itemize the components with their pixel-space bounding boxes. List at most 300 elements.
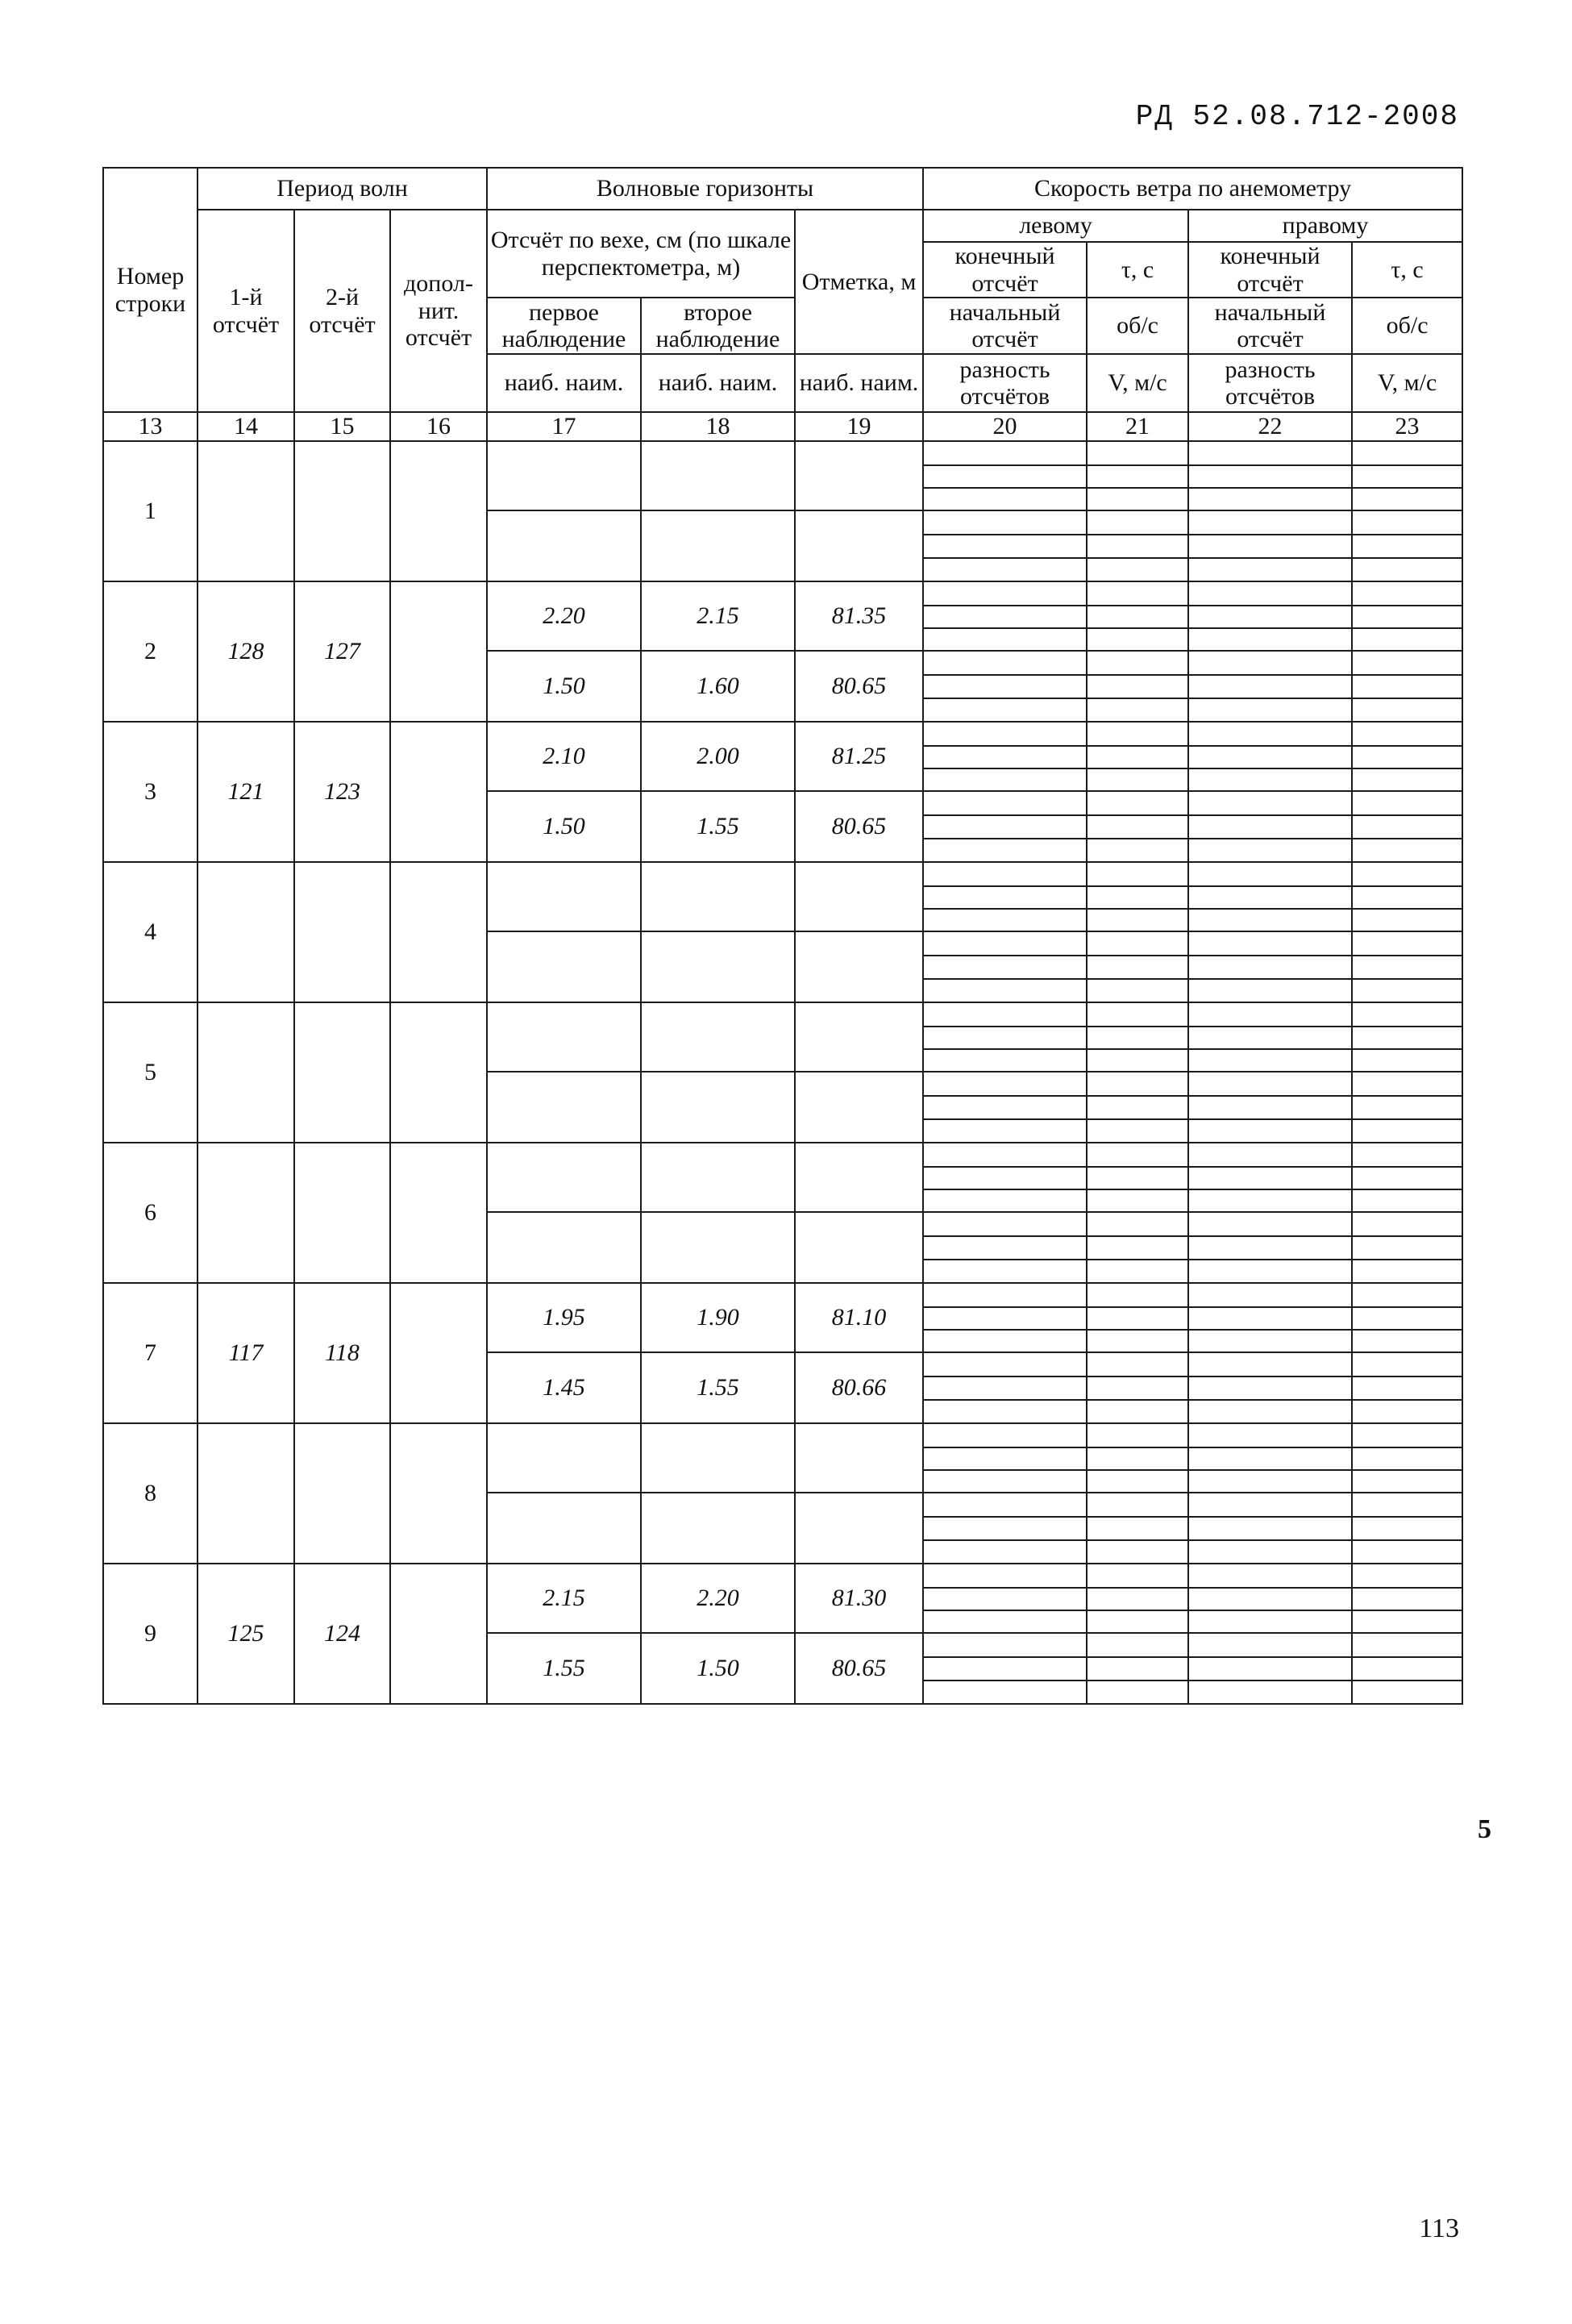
column-number: 18 (641, 412, 795, 441)
wind-left-reading-cell (923, 956, 1087, 979)
second-observation-max (641, 862, 795, 931)
wind-right-reading-cell (1188, 1517, 1352, 1540)
wind-right-reading-cell (1188, 1588, 1352, 1610)
header-row-number: Номер строки (103, 168, 198, 412)
observation-table (102, 167, 1463, 1705)
header-right-rps: об/с (1352, 298, 1462, 354)
wave-period-additional (390, 722, 487, 862)
header-mark: Отметка, м (795, 210, 923, 354)
mark-min: 80.65 (795, 791, 923, 862)
wind-left-reading-cell (923, 628, 1087, 651)
wave-period-second: 124 (294, 1564, 390, 1704)
wind-left-value-cell (1087, 606, 1188, 628)
wind-left-reading-cell (923, 746, 1087, 768)
wind-left-reading-cell (923, 1143, 1087, 1167)
wind-left-value-cell (1087, 979, 1188, 1002)
wind-left-reading-cell (923, 1002, 1087, 1027)
second-observation-min: 1.50 (641, 1633, 795, 1704)
wind-left-reading-cell (923, 1212, 1087, 1236)
side-page-number: 5 (1478, 1814, 1491, 1844)
wind-left-value-cell (1087, 1096, 1188, 1119)
wind-right-value-cell (1352, 1540, 1462, 1564)
row-number: 4 (103, 862, 198, 1002)
column-number: 14 (198, 412, 294, 441)
header-pole-reading: Отсчёт по вехе, см (по шкале перспектометра, м) (487, 210, 795, 298)
wind-left-reading-cell (923, 1447, 1087, 1470)
header-right-final-reading: конечный отсчёт (1188, 242, 1352, 298)
second-observation-min (641, 1072, 795, 1143)
wind-right-reading-cell (1188, 1307, 1352, 1330)
table-row (103, 581, 1462, 606)
column-number: 20 (923, 412, 1087, 441)
mark-max: 81.25 (795, 722, 923, 791)
first-observation-max: 2.15 (487, 1564, 641, 1633)
wind-right-reading-cell (1188, 628, 1352, 651)
wind-right-reading-cell (1188, 979, 1352, 1002)
wind-right-value-cell (1352, 1049, 1462, 1072)
wind-right-value-cell (1352, 791, 1462, 815)
wind-right-value-cell (1352, 1167, 1462, 1189)
wind-left-value-cell (1087, 1002, 1188, 1027)
wind-left-reading-cell (923, 1517, 1087, 1540)
wind-right-value-cell (1352, 1588, 1462, 1610)
wind-left-reading-cell (923, 1330, 1087, 1352)
second-observation-min (641, 1493, 795, 1564)
second-observation-max (641, 1143, 795, 1212)
wind-right-value-cell (1352, 1447, 1462, 1470)
wind-right-reading-cell (1188, 1283, 1352, 1307)
wind-right-reading-cell (1188, 1330, 1352, 1352)
wind-left-value-cell (1087, 768, 1188, 791)
header-left-rps: об/с (1087, 298, 1188, 354)
wind-left-value-cell (1087, 815, 1188, 839)
wind-left-value-cell (1087, 1283, 1188, 1307)
wind-left-reading-cell (923, 1423, 1087, 1447)
mark-max: 81.30 (795, 1564, 923, 1633)
mark-min (795, 931, 923, 1002)
wind-left-reading-cell (923, 558, 1087, 581)
wind-left-value-cell (1087, 909, 1188, 931)
wind-right-value-cell (1352, 698, 1462, 722)
wind-right-reading-cell (1188, 1493, 1352, 1517)
wind-right-value-cell (1352, 1283, 1462, 1307)
first-observation-max: 2.10 (487, 722, 641, 791)
wind-left-value-cell (1087, 1143, 1188, 1167)
wind-right-value-cell (1352, 746, 1462, 768)
row-number: 3 (103, 722, 198, 862)
wind-left-reading-cell (923, 1283, 1087, 1307)
wind-right-value-cell (1352, 1400, 1462, 1423)
wind-right-value-cell (1352, 1072, 1462, 1096)
mark-min (795, 1212, 923, 1283)
second-observation-min (641, 1212, 795, 1283)
wind-right-reading-cell (1188, 1400, 1352, 1423)
wind-right-reading-cell (1188, 1049, 1352, 1072)
wind-left-reading-cell (923, 1540, 1087, 1564)
header-max-min-2: наиб. наим. (641, 354, 795, 412)
wave-period-first: 128 (198, 581, 294, 722)
table-row (103, 722, 1462, 746)
wind-right-value-cell (1352, 535, 1462, 558)
row-number: 2 (103, 581, 198, 722)
mark-min: 80.65 (795, 651, 923, 722)
wind-left-reading-cell (923, 488, 1087, 510)
header-right-difference: разность отсчётов (1188, 354, 1352, 412)
header-left-final-reading: конечный отсчёт (923, 242, 1087, 298)
second-observation-min: 1.55 (641, 1352, 795, 1423)
wind-right-value-cell (1352, 1376, 1462, 1400)
wind-right-reading-cell (1188, 815, 1352, 839)
header-first-observation: первое наблюдение (487, 298, 641, 354)
wind-left-value-cell (1087, 931, 1188, 956)
wind-right-reading-cell (1188, 791, 1352, 815)
wind-left-reading-cell (923, 931, 1087, 956)
wind-left-reading-cell (923, 1493, 1087, 1517)
table-row (103, 1143, 1462, 1167)
wind-left-value-cell (1087, 1352, 1188, 1376)
header-right-velocity: V, м/с (1352, 354, 1462, 412)
wind-left-value-cell (1087, 510, 1188, 535)
wind-left-value-cell (1087, 1027, 1188, 1049)
row-number: 9 (103, 1564, 198, 1704)
second-observation-max: 2.20 (641, 1564, 795, 1633)
wind-left-reading-cell (923, 1588, 1087, 1610)
wind-left-reading-cell (923, 1027, 1087, 1049)
wave-period-first (198, 862, 294, 1002)
wind-left-value-cell (1087, 698, 1188, 722)
wind-left-reading-cell (923, 606, 1087, 628)
wind-right-value-cell (1352, 1189, 1462, 1212)
wind-left-value-cell (1087, 1447, 1188, 1470)
second-observation-min (641, 510, 795, 581)
column-number: 13 (103, 412, 198, 441)
header-wind-speed: Скорость ветра по анемометру (923, 168, 1462, 210)
wind-left-reading-cell (923, 839, 1087, 862)
wind-left-reading-cell (923, 791, 1087, 815)
wind-left-value-cell (1087, 886, 1188, 909)
wind-right-reading-cell (1188, 1681, 1352, 1704)
wind-right-value-cell (1352, 510, 1462, 535)
wind-right-value-cell (1352, 979, 1462, 1002)
header-max-min-3: наиб. наим. (795, 354, 923, 412)
wind-right-value-cell (1352, 956, 1462, 979)
mark-max: 81.10 (795, 1283, 923, 1352)
wind-right-value-cell (1352, 1352, 1462, 1376)
column-number: 16 (390, 412, 487, 441)
wind-right-value-cell (1352, 1119, 1462, 1143)
wind-left-value-cell (1087, 746, 1188, 768)
wind-right-reading-cell (1188, 722, 1352, 746)
wind-left-reading-cell (923, 1119, 1087, 1143)
wind-left-reading-cell (923, 441, 1087, 465)
wind-right-value-cell (1352, 931, 1462, 956)
wind-left-reading-cell (923, 1236, 1087, 1260)
wind-right-reading-cell (1188, 1167, 1352, 1189)
second-observation-max (641, 1002, 795, 1072)
wind-left-value-cell (1087, 1119, 1188, 1143)
wind-right-value-cell (1352, 1330, 1462, 1352)
wind-right-reading-cell (1188, 1470, 1352, 1493)
first-observation-min: 1.50 (487, 651, 641, 722)
wave-period-additional (390, 581, 487, 722)
wind-left-reading-cell (923, 909, 1087, 931)
wind-left-reading-cell (923, 675, 1087, 698)
wind-right-reading-cell (1188, 956, 1352, 979)
first-observation-min: 1.55 (487, 1633, 641, 1704)
wind-left-reading-cell (923, 1352, 1087, 1376)
wind-left-value-cell (1087, 1049, 1188, 1072)
header-additional-reading: допол-нит. отсчёт (390, 210, 487, 412)
wind-left-reading-cell (923, 1072, 1087, 1096)
mark-max (795, 1002, 923, 1072)
wind-left-reading-cell (923, 1470, 1087, 1493)
second-observation-min: 1.55 (641, 791, 795, 862)
wind-left-value-cell (1087, 535, 1188, 558)
header-wave-period: Период волн (198, 168, 487, 210)
wind-left-value-cell (1087, 1376, 1188, 1400)
wind-left-value-cell (1087, 862, 1188, 886)
wind-left-value-cell (1087, 1493, 1188, 1517)
wind-left-value-cell (1087, 1470, 1188, 1493)
wind-right-value-cell (1352, 1307, 1462, 1330)
wind-right-reading-cell (1188, 1189, 1352, 1212)
header-left-tau: τ, с (1087, 242, 1188, 298)
wind-right-value-cell (1352, 606, 1462, 628)
second-observation-max: 1.90 (641, 1283, 795, 1352)
wind-right-reading-cell (1188, 1447, 1352, 1470)
wind-left-reading-cell (923, 1564, 1087, 1588)
wave-period-first (198, 1143, 294, 1283)
wind-right-reading-cell (1188, 675, 1352, 698)
wind-right-reading-cell (1188, 1352, 1352, 1376)
wind-right-value-cell (1352, 1657, 1462, 1681)
wind-right-reading-cell (1188, 839, 1352, 862)
column-number: 21 (1087, 412, 1188, 441)
mark-max (795, 1143, 923, 1212)
wind-right-reading-cell (1188, 1002, 1352, 1027)
wave-period-second (294, 862, 390, 1002)
wind-left-value-cell (1087, 1610, 1188, 1633)
wave-period-first: 121 (198, 722, 294, 862)
wind-right-reading-cell (1188, 931, 1352, 956)
wind-right-value-cell (1352, 886, 1462, 909)
wind-left-reading-cell (923, 581, 1087, 606)
wind-right-reading-cell (1188, 651, 1352, 675)
first-observation-max (487, 862, 641, 931)
wind-right-reading-cell (1188, 862, 1352, 886)
wind-left-reading-cell (923, 979, 1087, 1002)
first-observation-max: 1.95 (487, 1283, 641, 1352)
wave-period-second (294, 1002, 390, 1143)
wave-period-first: 125 (198, 1564, 294, 1704)
wind-left-reading-cell (923, 722, 1087, 746)
table-row (103, 1283, 1462, 1307)
column-number: 23 (1352, 412, 1462, 441)
header-second-reading: 2-й отсчёт (294, 210, 390, 412)
wind-left-reading-cell (923, 1167, 1087, 1189)
wind-left-value-cell (1087, 722, 1188, 746)
wind-left-reading-cell (923, 535, 1087, 558)
wave-period-additional (390, 441, 487, 581)
wind-left-value-cell (1087, 1517, 1188, 1540)
mark-min: 80.65 (795, 1633, 923, 1704)
wave-period-first: 117 (198, 1283, 294, 1423)
wind-right-value-cell (1352, 1423, 1462, 1447)
page-number: 113 (1419, 2214, 1459, 2243)
wave-period-additional (390, 1564, 487, 1704)
column-number: 15 (294, 412, 390, 441)
table-row (103, 441, 1462, 465)
wind-left-reading-cell (923, 1307, 1087, 1330)
table-row (103, 1564, 1462, 1588)
wind-right-reading-cell (1188, 510, 1352, 535)
wind-right-value-cell (1352, 768, 1462, 791)
wind-right-reading-cell (1188, 1376, 1352, 1400)
wind-right-value-cell (1352, 581, 1462, 606)
wind-left-value-cell (1087, 1330, 1188, 1352)
wind-left-value-cell (1087, 1189, 1188, 1212)
wind-left-value-cell (1087, 441, 1188, 465)
wind-left-value-cell (1087, 1681, 1188, 1704)
wind-right-reading-cell (1188, 1096, 1352, 1119)
wind-left-reading-cell (923, 1681, 1087, 1704)
wind-left-reading-cell (923, 886, 1087, 909)
wind-left-value-cell (1087, 465, 1188, 488)
wind-right-reading-cell (1188, 909, 1352, 931)
wind-left-value-cell (1087, 1307, 1188, 1330)
mark-min: 80.66 (795, 1352, 923, 1423)
wind-right-reading-cell (1188, 465, 1352, 488)
wind-left-reading-cell (923, 651, 1087, 675)
wave-period-first (198, 1002, 294, 1143)
wind-left-reading-cell (923, 1096, 1087, 1119)
column-number: 19 (795, 412, 923, 441)
first-observation-min (487, 1493, 641, 1564)
wind-right-reading-cell (1188, 1610, 1352, 1633)
first-observation-max (487, 1423, 641, 1493)
header-second-observation: второе наблюдение (641, 298, 795, 354)
wind-left-value-cell (1087, 956, 1188, 979)
wind-right-reading-cell (1188, 768, 1352, 791)
header-right-initial-reading: начальный отсчёт (1188, 298, 1352, 354)
wind-left-reading-cell (923, 698, 1087, 722)
wind-right-value-cell (1352, 722, 1462, 746)
table-row (103, 862, 1462, 886)
wind-right-reading-cell (1188, 1564, 1352, 1588)
wind-left-value-cell (1087, 1588, 1188, 1610)
mark-min (795, 1493, 923, 1564)
wind-left-value-cell (1087, 675, 1188, 698)
header-right-tau: τ, с (1352, 242, 1462, 298)
table-row (103, 1002, 1462, 1027)
wind-right-value-cell (1352, 1564, 1462, 1588)
mark-max (795, 1423, 923, 1493)
wind-right-value-cell (1352, 1027, 1462, 1049)
wind-left-reading-cell (923, 815, 1087, 839)
wave-period-second: 118 (294, 1283, 390, 1423)
wind-right-value-cell (1352, 1143, 1462, 1167)
header-first-reading: 1-й отсчёт (198, 210, 294, 412)
wind-right-value-cell (1352, 558, 1462, 581)
header-left: левому (923, 210, 1188, 242)
wind-left-reading-cell (923, 1049, 1087, 1072)
wind-left-value-cell (1087, 558, 1188, 581)
first-observation-max (487, 1002, 641, 1072)
wind-right-value-cell (1352, 488, 1462, 510)
second-observation-max (641, 1423, 795, 1493)
wind-left-value-cell (1087, 1633, 1188, 1657)
wind-right-value-cell (1352, 628, 1462, 651)
wind-left-value-cell (1087, 1423, 1188, 1447)
wind-left-value-cell (1087, 1657, 1188, 1681)
wind-left-reading-cell (923, 1260, 1087, 1283)
wind-right-reading-cell (1188, 1260, 1352, 1283)
wind-right-value-cell (1352, 1236, 1462, 1260)
first-observation-max: 2.20 (487, 581, 641, 651)
wind-left-reading-cell (923, 1610, 1087, 1633)
wave-period-second (294, 441, 390, 581)
row-number: 1 (103, 441, 198, 581)
wind-right-reading-cell (1188, 606, 1352, 628)
wind-left-value-cell (1087, 1236, 1188, 1260)
wind-left-reading-cell (923, 1633, 1087, 1657)
header-right: правому (1188, 210, 1462, 242)
wind-left-reading-cell (923, 1376, 1087, 1400)
wind-right-value-cell (1352, 1212, 1462, 1236)
wind-right-value-cell (1352, 839, 1462, 862)
wind-left-value-cell (1087, 581, 1188, 606)
mark-min (795, 510, 923, 581)
wind-right-reading-cell (1188, 1072, 1352, 1096)
wave-period-first (198, 1423, 294, 1564)
wind-right-value-cell (1352, 909, 1462, 931)
wind-left-value-cell (1087, 628, 1188, 651)
header-left-difference: разность отсчётов (923, 354, 1087, 412)
wind-right-value-cell (1352, 815, 1462, 839)
wave-period-additional (390, 1283, 487, 1423)
first-observation-max (487, 441, 641, 510)
wind-right-value-cell (1352, 1096, 1462, 1119)
wind-right-value-cell (1352, 1002, 1462, 1027)
second-observation-max (641, 441, 795, 510)
wind-right-value-cell (1352, 1517, 1462, 1540)
wind-right-value-cell (1352, 862, 1462, 886)
first-observation-min: 1.50 (487, 791, 641, 862)
mark-max: 81.35 (795, 581, 923, 651)
wind-right-reading-cell (1188, 746, 1352, 768)
wave-period-second (294, 1423, 390, 1564)
wind-left-value-cell (1087, 651, 1188, 675)
wave-period-additional (390, 1002, 487, 1143)
wave-period-second: 127 (294, 581, 390, 722)
wave-period-second: 123 (294, 722, 390, 862)
wind-left-value-cell (1087, 1072, 1188, 1096)
first-observation-min (487, 510, 641, 581)
wind-right-value-cell (1352, 651, 1462, 675)
column-number: 17 (487, 412, 641, 441)
wind-left-reading-cell (923, 1657, 1087, 1681)
wind-right-reading-cell (1188, 558, 1352, 581)
wind-right-reading-cell (1188, 1633, 1352, 1657)
wind-right-reading-cell (1188, 1119, 1352, 1143)
mark-max (795, 441, 923, 510)
wind-right-value-cell (1352, 465, 1462, 488)
column-number: 22 (1188, 412, 1352, 441)
wind-left-value-cell (1087, 1564, 1188, 1588)
wind-left-reading-cell (923, 510, 1087, 535)
wind-left-value-cell (1087, 1400, 1188, 1423)
wind-left-value-cell (1087, 839, 1188, 862)
